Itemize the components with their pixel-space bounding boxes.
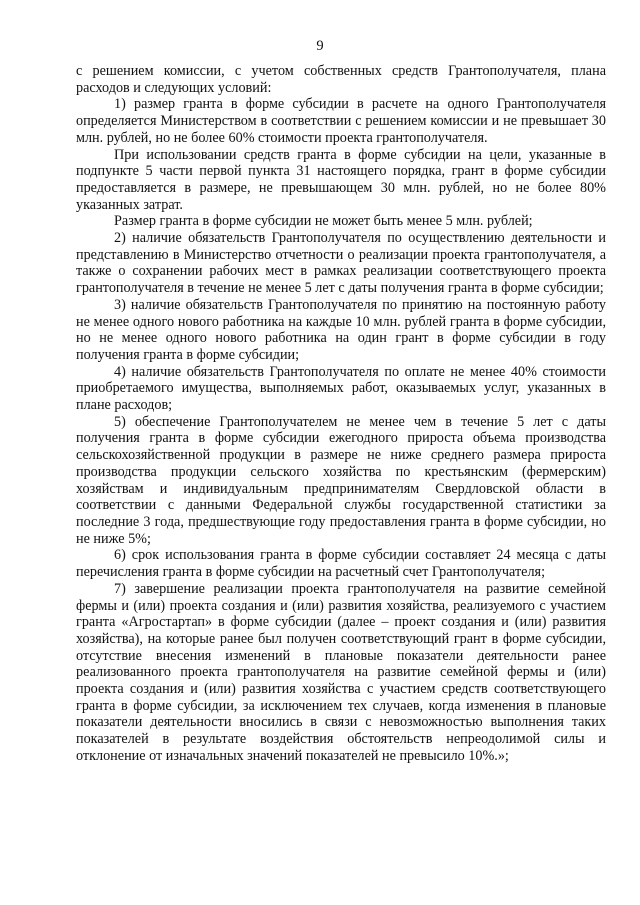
document-body xyxy=(76,63,606,765)
paragraph-item-1-usage: При использовании средств гранта в форме субсидии на цели, указанные в подпункте 5 части первой пункта 31 настоящего порядка, грант в форме субсидии предоставляется в размере, не превышающем 30 млн. рублей, но не более 80% указанных затрат. xyxy=(76,146,606,213)
paragraph-item-1-minimum: Размер гранта в форме субсидии не может быть менее 5 млн. рублей; xyxy=(114,213,533,230)
paragraph-item-6: 6) срок использования гранта в форме субсидии составляет 24 месяца с даты перечисления гранта в форме субсидии на расчетный счет Грантополучателя; xyxy=(76,547,606,581)
paragraph-item-4: 4) наличие обязательств Грантополучателя по оплате не менее 40% стоимости приобретаемого имущества, выполняемых работ, оказываемых услуг, указанных в плане расходов; xyxy=(76,363,606,414)
page-number: 9 xyxy=(316,38,324,54)
paragraph-item-5: 5) обеспечение Грантополучателем не менее чем в течение 5 лет с даты получения гранта в форме субсидии ежегодного прироста объема производства сельскохозяйственной продукции в размере не ниже среднего размера прироста производства продукции сельского хозяйства по крестьянским (фермерским) хозяйствам и индивидуальным предпринимателям Свердловской области в соответствии с данными Федеральной службы государственной статистики за последние 3 года, предшествующие году предоставления гранта в форме субсидии, но не ниже 5%; xyxy=(76,413,606,547)
paragraph-item-2: 2) наличие обязательств Грантополучателя по осуществлению деятельности и представлению в Министерство отчетности о реализации проекта грантополучателя, а также о сохранении рабочих мест в рамках реализации соответствующего проекта грантополучателя в течение не менее 5 лет с даты получения гранта в форме субсидии; xyxy=(76,230,606,297)
paragraph-item-3: 3) наличие обязательств Грантополучателя по принятию на постоянную работу не менее одного нового работника на каждые 10 млн. рублей гранта в форме субсидии, но не менее одного нового работника на один грант в форме субсидии в году получения гранта в форме субсидии; xyxy=(76,296,606,363)
paragraph-item-7: 7) завершение реализации проекта грантополучателя на развитие семейной фермы и (или) проекта создания и (или) развития хозяйства, реализуемого с участием гранта «Агростартап» в форме субсидии (далее – проект создания и (или) развития хозяйства), на которые ранее был получен соответствующий грант в форме субсидии, отсутствие внесения изменений в плановые показатели деятельности ранее реализованного проекта грантополучателя на развитие семейной фермы и (или) проекта создания и (или) развития хозяйства с участием средств соответствующего гранта в форме субсидии, за исключением тех случаев, когда изменения в плановые показатели деятельности вносились в связи с невозможностью выполнения таких показателей в результате воздействия обстоятельств непреодолимой силы и отклонение от изначальных значений показателей не превысило 10%.»; xyxy=(76,580,606,764)
paragraph-continuation: с решением комиссии, с учетом собственных средств Грантополучателя, плана расходов и следующих условий: xyxy=(76,63,606,96)
paragraph-item-1: 1) размер гранта в форме субсидии в расчете на одного Грантополучателя определяется Министерством в соответствии с решением комиссии и не превышает 30 млн. рублей, но не более 60% стоимости проекта грантополучателя. xyxy=(76,96,606,146)
